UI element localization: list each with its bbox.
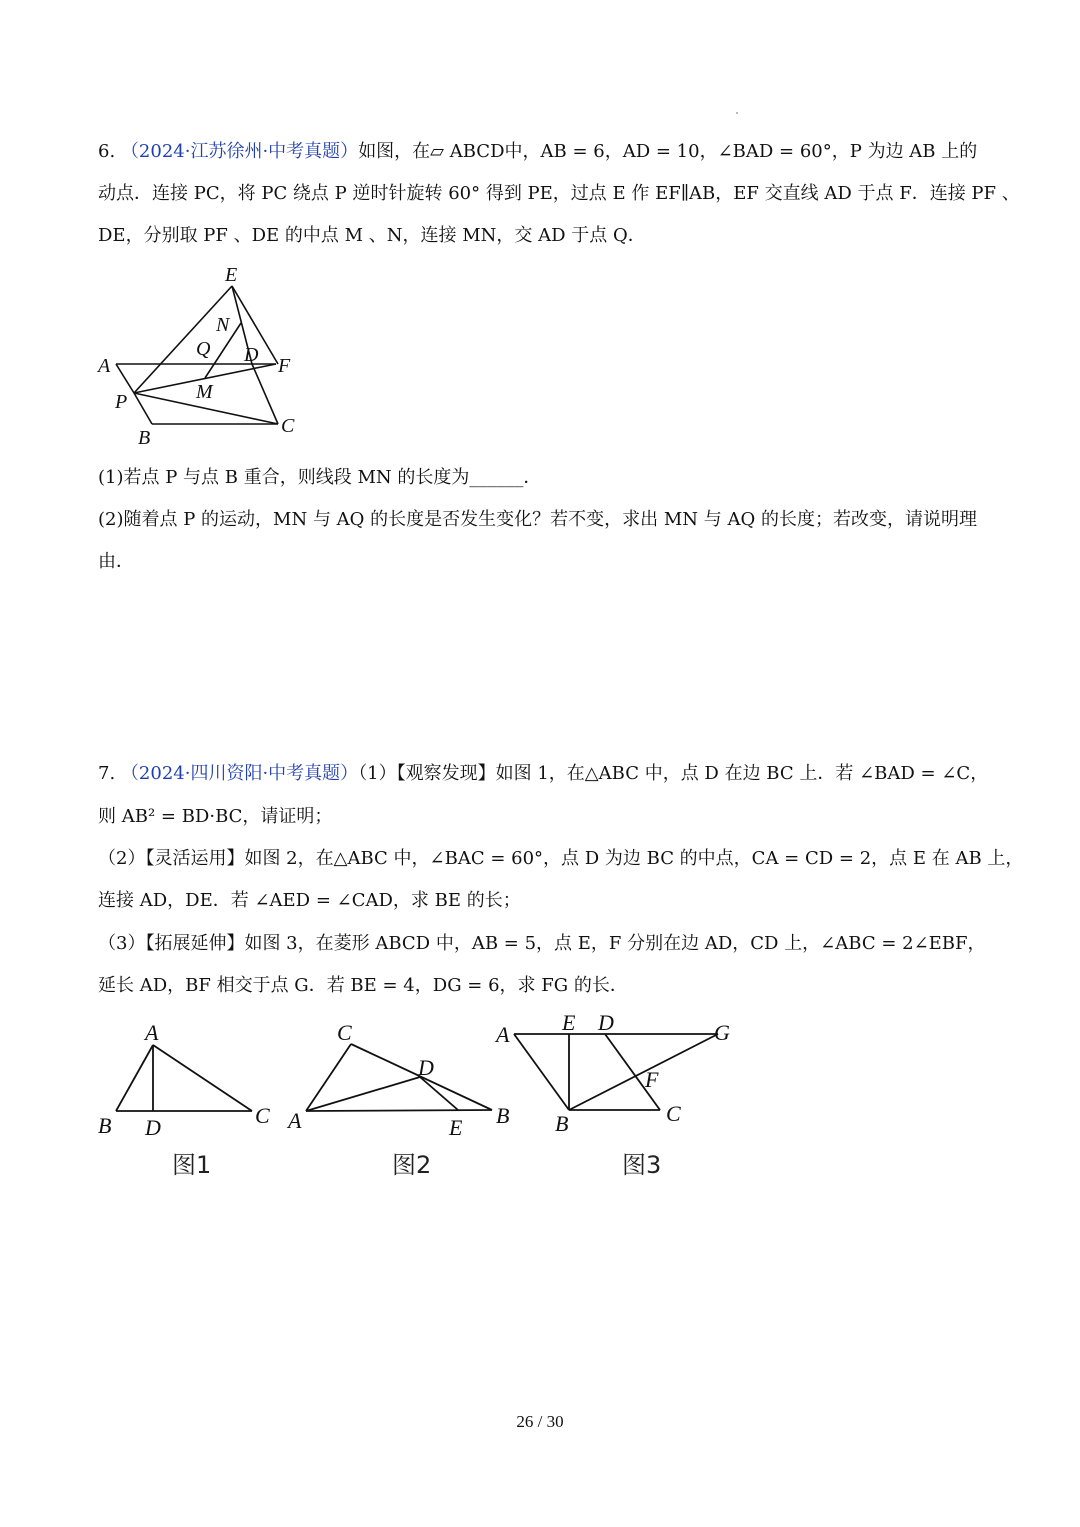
q7-line2: 则 AB² = BD·BC，请证明；: [98, 806, 333, 827]
q6-number: 6.: [98, 141, 116, 162]
q6-label-B: B: [138, 427, 151, 449]
fig2-label-C: C: [337, 1020, 352, 1045]
fig1-label-B: B: [98, 1113, 112, 1138]
q7-figure3: [493, 1005, 743, 1149]
speck: [736, 112, 738, 114]
fig1-label-C: C: [255, 1103, 270, 1128]
q6-label-Q: Q: [196, 338, 211, 360]
q6-line2: 动点．连接 PC，将 PC 绕点 P 逆时针旋转 60° 得到 PE，过点 E 作 EF∥AB，EF 交直线 AD 于点 F．连接 PF 、: [98, 183, 1020, 204]
q7-line3: （2）【灵活运用】如图 2，在△ABC 中，∠BAC = 60°，点 D 为边 BC 的中点，CA = CD = 2，点 E 在 AB 上，: [98, 848, 1024, 869]
q7-text1: （1）【观察发现】如图 1，在△ABC 中，点 D 在边 BC 上．若 ∠BAD = ∠C，: [358, 763, 989, 784]
fig3-label-F: F: [645, 1067, 659, 1092]
q7-figure2-caption: 图2: [392, 1151, 432, 1179]
q7-source[interactable]: （2024·四川资阳·中考真题）: [120, 763, 359, 784]
q6-line1: [98, 138, 977, 166]
q6-label-A: A: [98, 355, 111, 377]
q6-label-D: D: [244, 344, 259, 366]
fig3-label-E: E: [562, 1010, 576, 1035]
q6-part2: (2)随着点 P 的运动，MN 与 AQ 的长度是否发生变化？若不变，求出 MN 与 AQ 的长度；若改变，请说明理: [98, 509, 977, 530]
q6-label-E: E: [225, 264, 238, 286]
q6-line3: DE，分别取 PF 、DE 的中点 M 、N，连接 MN，交 AD 于点 Q．: [98, 225, 646, 246]
q7-line6: 延长 AD，BF 相交于点 G．若 BE = 4，DG = 6，求 FG 的长．: [98, 975, 628, 996]
fig2-label-A: A: [288, 1108, 302, 1133]
fig3-label-A: A: [496, 1022, 510, 1047]
fig3-label-D: D: [598, 1010, 614, 1035]
fig1-label-A: A: [145, 1020, 159, 1045]
q6-label-F: F: [278, 355, 291, 377]
q7-figure1-caption: 图1: [172, 1151, 212, 1179]
q7-line4: 连接 AD，DE．若 ∠AED = ∠CAD，求 BE 的长；: [98, 890, 521, 911]
q6-part2b: 由．: [98, 551, 134, 572]
q6-source[interactable]: （2024·江苏徐州·中考真题）: [120, 141, 359, 162]
q6-label-C: C: [281, 415, 295, 437]
q6-text1: 如图，在▱ ABCD中，AB = 6，AD = 10，∠BAD = 60°，P 为边 AB 上的: [358, 141, 978, 162]
fig2-label-E: E: [449, 1115, 463, 1140]
q7-figure1-svg: [95, 1015, 280, 1145]
fig2-label-B: B: [496, 1103, 510, 1128]
fig1-label-D: D: [145, 1115, 161, 1140]
q7-number: 7.: [98, 763, 116, 784]
q7-figure3-svg: [493, 1005, 743, 1145]
q7-figure2-svg: [285, 1015, 520, 1145]
q6-label-N: N: [216, 314, 230, 336]
q6-part1: (1)若点 P 与点 B 重合，则线段 MN 的长度为______．: [98, 467, 542, 488]
fig3-label-C: C: [666, 1101, 681, 1126]
q6-label-M: M: [196, 381, 213, 403]
q7-figure2: [285, 1015, 520, 1149]
fig3-label-B: B: [555, 1111, 569, 1136]
q7-figure3-caption: 图3: [622, 1151, 662, 1179]
page-number: 26 / 30: [516, 1412, 564, 1431]
fig3-label-G: G: [714, 1020, 730, 1045]
q6-figure-svg: [94, 258, 324, 453]
q7-figure1: [95, 1015, 280, 1149]
q6-label-P: P: [115, 391, 128, 413]
q7-line5: （3）【拓展延伸】如图 3，在菱形 ABCD 中，AB = 5，点 E，F 分别在边 AD，CD 上，∠ABC = 2∠EBF，: [98, 933, 986, 954]
q6-figure: [94, 258, 324, 457]
fig2-label-D: D: [418, 1055, 434, 1080]
q7-line1: [98, 760, 988, 788]
